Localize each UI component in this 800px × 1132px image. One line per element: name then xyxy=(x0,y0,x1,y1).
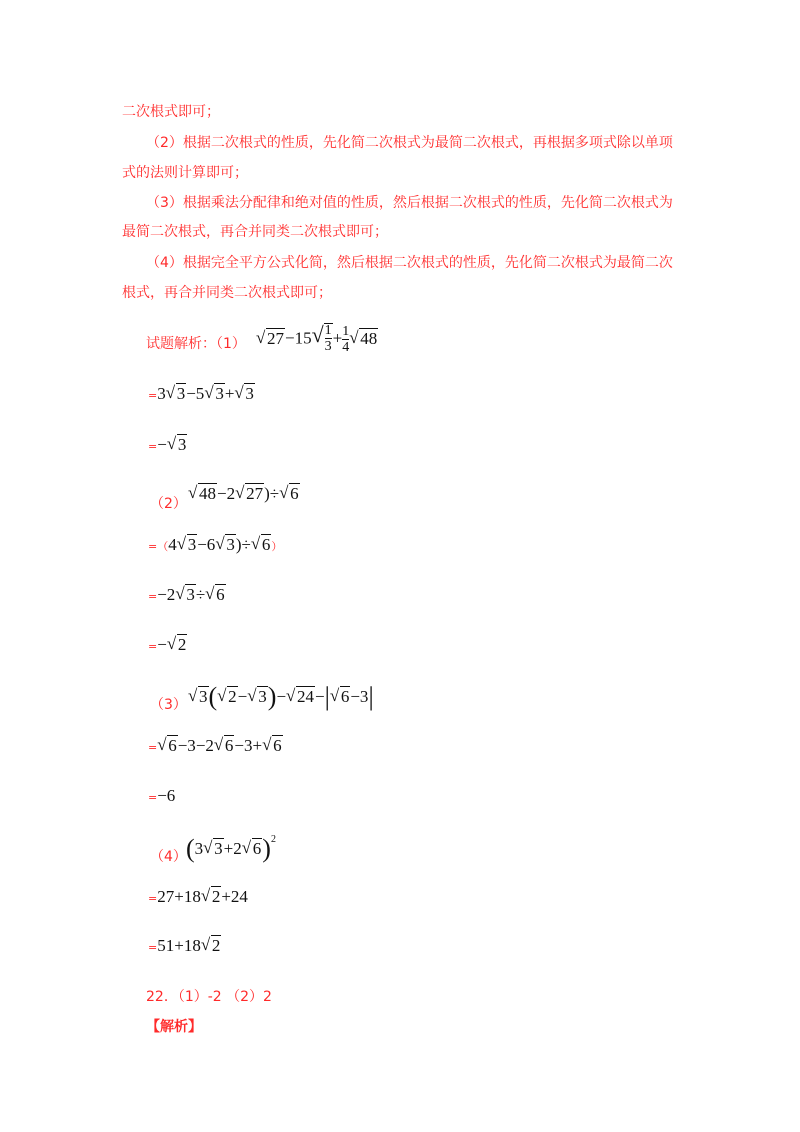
step-4a: =27+18√ 2+24 xyxy=(148,887,248,907)
expr-3: √ 3(√ 2−√ 3)−√ 24−|√ 6−3| xyxy=(188,682,374,712)
text-line-2: （2）根据二次根式的性质，先化简二次根式为最简二次根式，再根据多项式除以单项 xyxy=(146,135,673,151)
step-3b: =−6 xyxy=(148,786,176,805)
text-line-3: 式的法则计算即可； xyxy=(122,165,248,181)
analysis-label: 试题解析：（1） xyxy=(146,336,246,352)
expr-4: (3√ 3+2√ 6)$^2$ xyxy=(186,834,276,864)
expr-1: √ 27−15 √ $\frac{1}{3}$ + $\frac{1}{4}$ √ 48 xyxy=(256,323,378,355)
answer-22: 22．（1）-2 （2）2 xyxy=(146,989,272,1005)
part-2-label: （2） xyxy=(150,496,187,512)
step-4b: =51+18√ 2 xyxy=(148,936,221,956)
text-line-7: 根式，再合并同类二次根式即可； xyxy=(122,285,332,301)
text-line-1: 二次根式即可； xyxy=(122,104,220,120)
step-1a: =3√ 3−5√ 3+√ 3 xyxy=(148,384,255,404)
part-3-label: （3） xyxy=(150,697,187,713)
step-1b: =−√ 3 xyxy=(148,435,187,455)
text-line-5: 最简二次根式，再合并同类二次根式即可； xyxy=(122,224,388,240)
step-3a: =√ 6−3−2√ 6−3+√ 6 xyxy=(148,736,283,756)
part-4-label: （4） xyxy=(150,849,187,865)
text-line-6: （4）根据完全平方公式化简，然后根据二次根式的性质，先化简二次根式为最简二次 xyxy=(146,255,673,271)
step-2b: =−2√ 3÷√ 6 xyxy=(148,585,226,605)
step-2c: =−√ 2 xyxy=(148,635,187,655)
text-line-4: （3）根据乘法分配律和绝对值的性质，然后根据二次根式的性质，先化简二次根式为 xyxy=(146,195,673,211)
expr-2: √ 48−2√ 27)÷√ 6 xyxy=(188,484,300,504)
step-2a: =（4√ 3−6√ 3)÷√ 6） xyxy=(148,535,282,555)
analysis-heading: 【解析】 xyxy=(146,1019,202,1035)
